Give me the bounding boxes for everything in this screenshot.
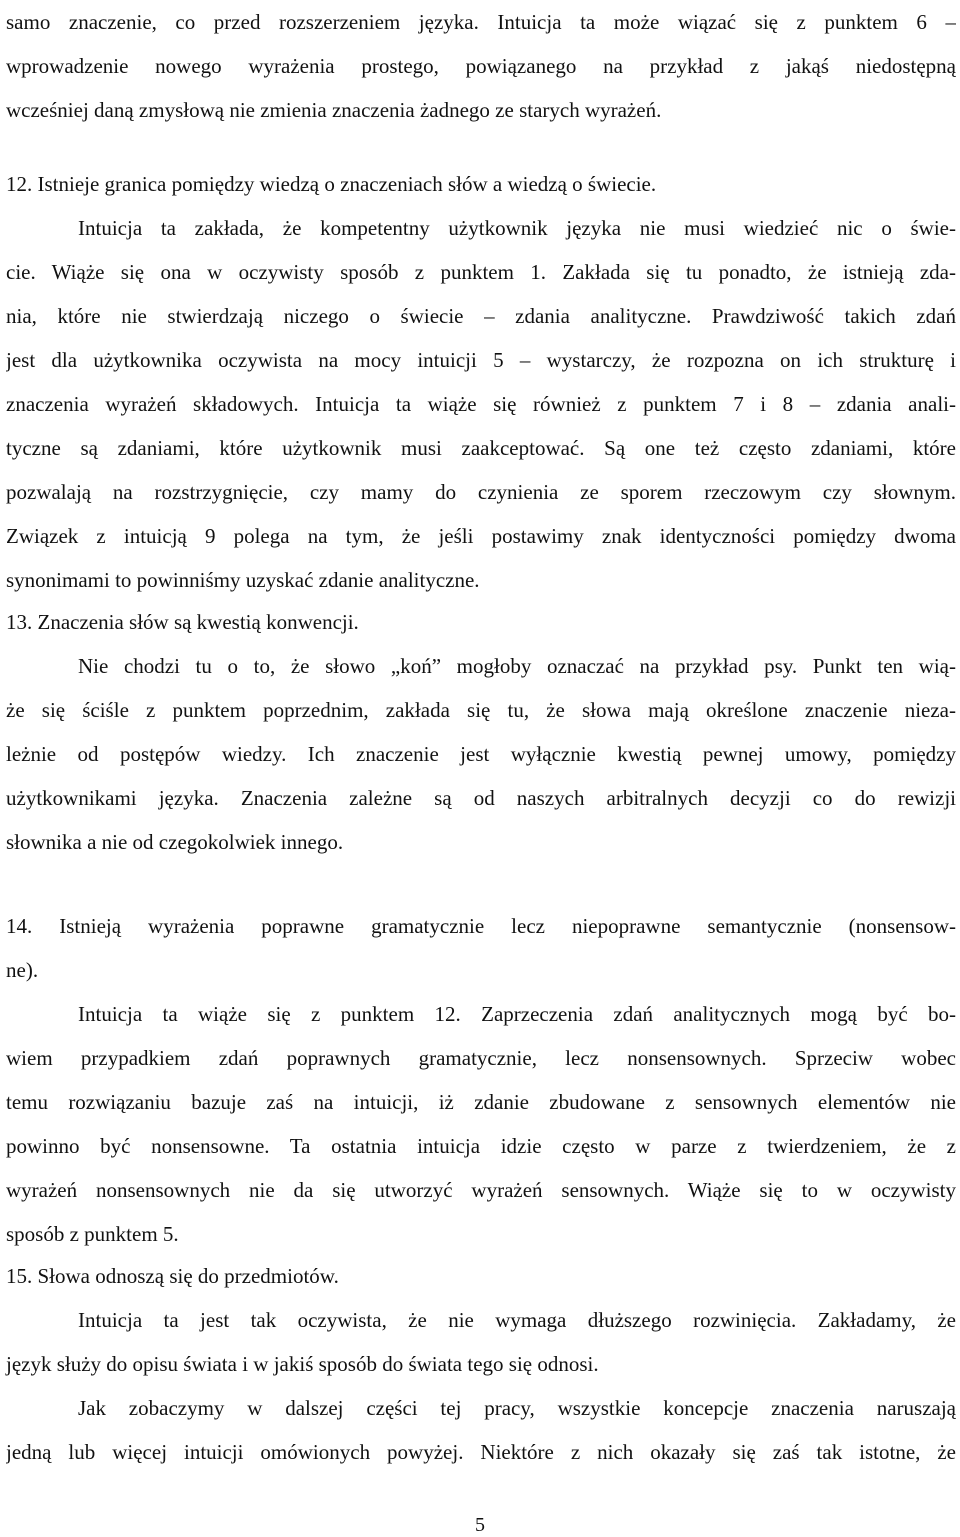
text-line: tyczne są zdaniami, które użytkownik musi zaakceptować. Są one też często zdaniami, które	[6, 436, 956, 460]
text-line: nia, które nie stwierdzają niczego o świecie – zdania analityczne. Prawdziwość takich zdań	[6, 304, 956, 328]
text-line: Intuicja ta jest tak oczywista, że nie wymaga dłuższego rozwinięcia. Zakładamy, że	[78, 1308, 956, 1332]
text-line: samo znaczenie, co przed rozszerzeniem języka. Intuicja ta może wiązać się z punktem 6 –	[6, 10, 956, 34]
text-line: język służy do opisu świata i w jakiś sposób do świata tego się odnosi.	[6, 1352, 599, 1376]
section-heading-13: 13. Znaczenia słów są kwestią konwencji.	[6, 610, 359, 634]
text-line: Związek z intuicją 9 polega na tym, że jeśli postawimy znak identyczności pomiędzy dwoma	[6, 524, 956, 548]
text-line: Intuicja ta zakłada, że kompetentny użytkownik języka nie musi wiedzieć nic o świe-	[78, 216, 956, 240]
section-12	[6, 162, 956, 602]
text-line: Nie chodzi tu o to, że słowo „koń” mogłoby oznaczać na przykład psy. Punkt ten wią-	[78, 654, 956, 678]
text-line: jest dla użytkownika oczywista na mocy intuicji 5 – wystarczy, że rozpozna on ich strukturę i	[6, 348, 956, 372]
section-14	[6, 904, 956, 1256]
text-line: wiem przypadkiem zdań poprawnych gramatycznie, lecz nonsensownych. Sprzeciw wobec	[6, 1046, 956, 1070]
text-line: leżnie od postępów wiedzy. Ich znaczenie jest wyłącznie kwestią pewnej umowy, pomiędzy	[6, 742, 956, 766]
text-line: wcześniej daną zmysłową nie zmienia znaczenia żadnego ze starych wyrażeń.	[6, 98, 662, 122]
section-heading-12: 12. Istnieje granica pomiędzy wiedzą o znaczeniach słów a wiedzą o świecie.	[6, 172, 657, 196]
text-line: że się ściśle z punktem poprzednim, zakłada się tu, że słowa mają określone znaczenie nieza-	[6, 698, 956, 722]
paragraph-continuation	[6, 0, 956, 132]
text-line: użytkownikami języka. Znaczenia zależne są od naszych arbitralnych decyzji co do rewizji	[6, 786, 956, 810]
section-13	[6, 600, 956, 864]
text-line: Intuicja ta wiąże się z punktem 12. Zaprzeczenia zdań analitycznych mogą być bo-	[78, 1002, 956, 1026]
section-heading-14: 14. Istnieją wyrażenia poprawne gramatycznie lecz niepoprawne semantycznie (nonsensow-	[6, 914, 956, 938]
text-line: słownika a nie od czegokolwiek innego.	[6, 830, 344, 854]
text-line: jedną lub więcej intuicji omówionych powyżej. Niektóre z nich okazały się zaś tak istotne, że	[6, 1440, 956, 1464]
text-line: wprowadzenie nowego wyrażenia prostego, powiązanego na przykład z jakąś niedostępną	[6, 54, 956, 78]
text-line: wyrażeń nonsensownych nie da się utworzyć wyrażeń sensownych. Wiąże się to w oczywisty	[6, 1178, 956, 1202]
text-line: Jak zobaczymy w dalszej części tej pracy, wszystkie koncepcje znaczenia naruszają	[78, 1396, 956, 1420]
section-15	[6, 1254, 956, 1474]
text-line: powinno być nonsensowne. Ta ostatnia intuicja idzie często w parze z twierdzeniem, że z	[6, 1134, 956, 1158]
page-number: 5	[475, 1514, 485, 1536]
text-line: temu rozwiązaniu bazuje zaś na intuicji, iż zdanie zbudowane z sensownych elementów nie	[6, 1090, 956, 1114]
text-line: pozwalają na rozstrzygnięcie, czy mamy do czynienia ze sporem rzeczowym czy słownym.	[6, 480, 956, 504]
text-line: znaczenia wyrażeń składowych. Intuicja ta wiąże się również z punktem 7 i 8 – zdania anali-	[6, 392, 956, 416]
section-heading-15: 15. Słowa odnoszą się do przedmiotów.	[6, 1264, 339, 1288]
text-line: synonimami to powinniśmy uzyskać zdanie analityczne.	[6, 568, 480, 592]
text-line: cie. Wiąże się ona w oczywisty sposób z punktem 1. Zakłada się tu ponadto, że istnieją zda-	[6, 260, 956, 284]
text-line: sposób z punktem 5.	[6, 1222, 179, 1246]
section-heading-14-cont: ne).	[6, 958, 39, 982]
